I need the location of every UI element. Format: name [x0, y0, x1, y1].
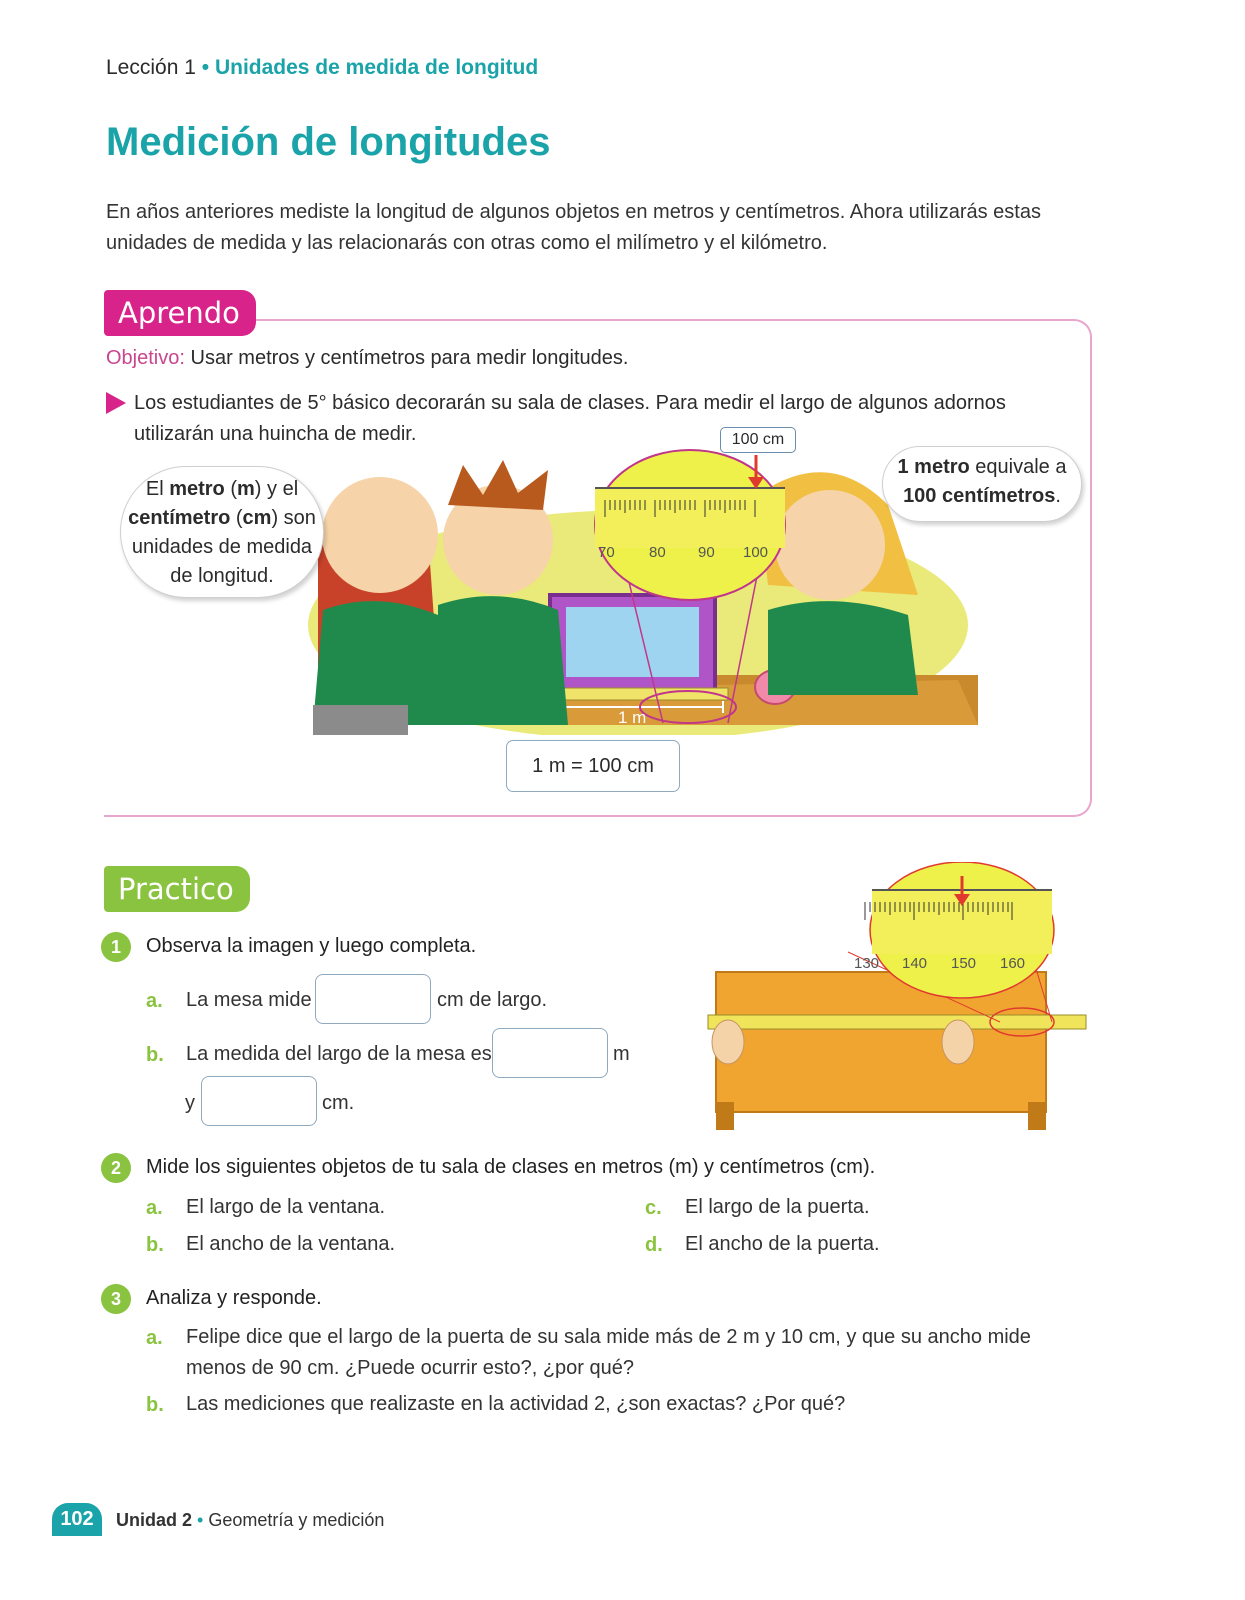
- blonde-face: [775, 490, 885, 600]
- speech-bubble-left: El metro (m) y el centímetro (cm) son unidades de medida de longitud.: [120, 466, 324, 598]
- q1-b-cm-unit: cm.: [322, 1092, 355, 1114]
- q1-b-meters-unit: m: [613, 1043, 630, 1065]
- q2-a-letter: a.: [146, 1197, 163, 1219]
- boy-hair: [448, 460, 548, 510]
- q1-a-prefix: La mesa mide: [186, 989, 312, 1011]
- monitor-screen: [566, 607, 699, 677]
- tag-100cm: 100 cm: [720, 427, 796, 453]
- keyboard: [538, 688, 728, 700]
- lesson-header: [106, 56, 538, 80]
- q2-b-letter: b.: [146, 1234, 164, 1256]
- objective-label: Objetivo:: [106, 347, 185, 369]
- ruler2-label-150: 150: [951, 955, 977, 972]
- question-1-text: Observa la imagen y luego completa.: [146, 935, 477, 957]
- q2-d-letter: d.: [645, 1234, 663, 1256]
- q3-a-letter: a.: [146, 1327, 163, 1349]
- footer-unit: Unidad 2 • Geometría y medición: [116, 1510, 385, 1530]
- table-length-label: 1 m: [618, 708, 647, 727]
- triangle-bullet-icon: [106, 392, 126, 414]
- practico-tab: Practico: [104, 866, 250, 912]
- q2-b-text: El ancho de la ventana.: [186, 1233, 396, 1255]
- lesson-bullet: •: [201, 56, 210, 79]
- page-title: Medición de longitudes: [106, 120, 551, 164]
- equation-box: 1 m = 100 cm: [506, 740, 680, 792]
- aprendo-description: Los estudiantes de 5° básico decorarán su sala de clases. Para medir el largo de algunos adornos utilizarán una huincha de medir.: [134, 392, 1006, 445]
- speech-bubble-right: 1 metro equivale a 100 centímetros.: [882, 446, 1082, 522]
- question-1-number: 1: [101, 932, 131, 962]
- ruler2-label-130: 130: [854, 955, 880, 972]
- question-3-text: Analiza y responde.: [146, 1287, 322, 1309]
- ruler2-label-140: 140: [902, 955, 928, 972]
- objective: [106, 347, 628, 370]
- intro-paragraph: En años anteriores mediste la longitud de algunos objetos en metros y centímetros. Ahora utilizarás estas unidades de medida y las relacionarás con otras como el milímetro y el kilómetro.: [106, 201, 1041, 254]
- aprendo-tab: Aprendo: [104, 290, 256, 336]
- q2-c-text: El largo de la puerta.: [685, 1196, 870, 1218]
- q3-a-text: Felipe dice que el largo de la puerta de su sala mide más de 2 m y 10 cm, y que su ancho mide menos de 90 cm. ¿Puede ocurrir esto?, ¿por qué?: [186, 1326, 1031, 1379]
- ruler-label-100: 100: [743, 544, 769, 561]
- q1-b-letter: b.: [146, 1044, 164, 1066]
- blonde-uniform: [768, 601, 918, 695]
- q2-a-text: El largo de la ventana.: [186, 1196, 386, 1218]
- boy-uniform: [438, 596, 568, 725]
- page-number: 102: [52, 1503, 102, 1536]
- q1-a-answer-box[interactable]: [315, 974, 431, 1024]
- question-2-text: Mide los siguientes objetos de tu sala de clases en metros (m) y centímetros (cm).: [146, 1156, 876, 1178]
- ruler-label-70: 70: [598, 544, 615, 561]
- ruler-label-80: 80: [649, 544, 666, 561]
- q1-a-letter: a.: [146, 990, 163, 1012]
- q1-b-and: y: [185, 1092, 195, 1114]
- long-ruler: [708, 1015, 1086, 1029]
- q1-b-cm-box[interactable]: [201, 1076, 317, 1126]
- q1-b-meters-box[interactable]: [492, 1028, 608, 1078]
- lesson-topic: Unidades de medida de longitud: [214, 56, 539, 79]
- q1-b-prefix: La medida del largo de la mesa es: [186, 1043, 492, 1065]
- question-2-number: 2: [101, 1153, 131, 1183]
- girl-face: [322, 477, 438, 593]
- q2-d-text: El ancho de la puerta.: [685, 1233, 880, 1255]
- q1-a-suffix: cm de largo.: [437, 989, 548, 1011]
- desk-ruler-illustration: [700, 862, 1090, 1132]
- q2-c-letter: c.: [645, 1197, 662, 1219]
- q3-b-text: Las mediciones que realizaste en la actividad 2, ¿son exactas? ¿Por qué?: [186, 1393, 846, 1415]
- ruler2-label-160: 160: [1000, 955, 1026, 972]
- objective-text: Usar metros y centímetros para medir longitudes.: [190, 347, 629, 369]
- lesson-number: Lección 1: [106, 56, 196, 79]
- ruler-label-90: 90: [698, 544, 715, 561]
- question-3-number: 3: [101, 1284, 131, 1314]
- q3-b-letter: b.: [146, 1394, 164, 1416]
